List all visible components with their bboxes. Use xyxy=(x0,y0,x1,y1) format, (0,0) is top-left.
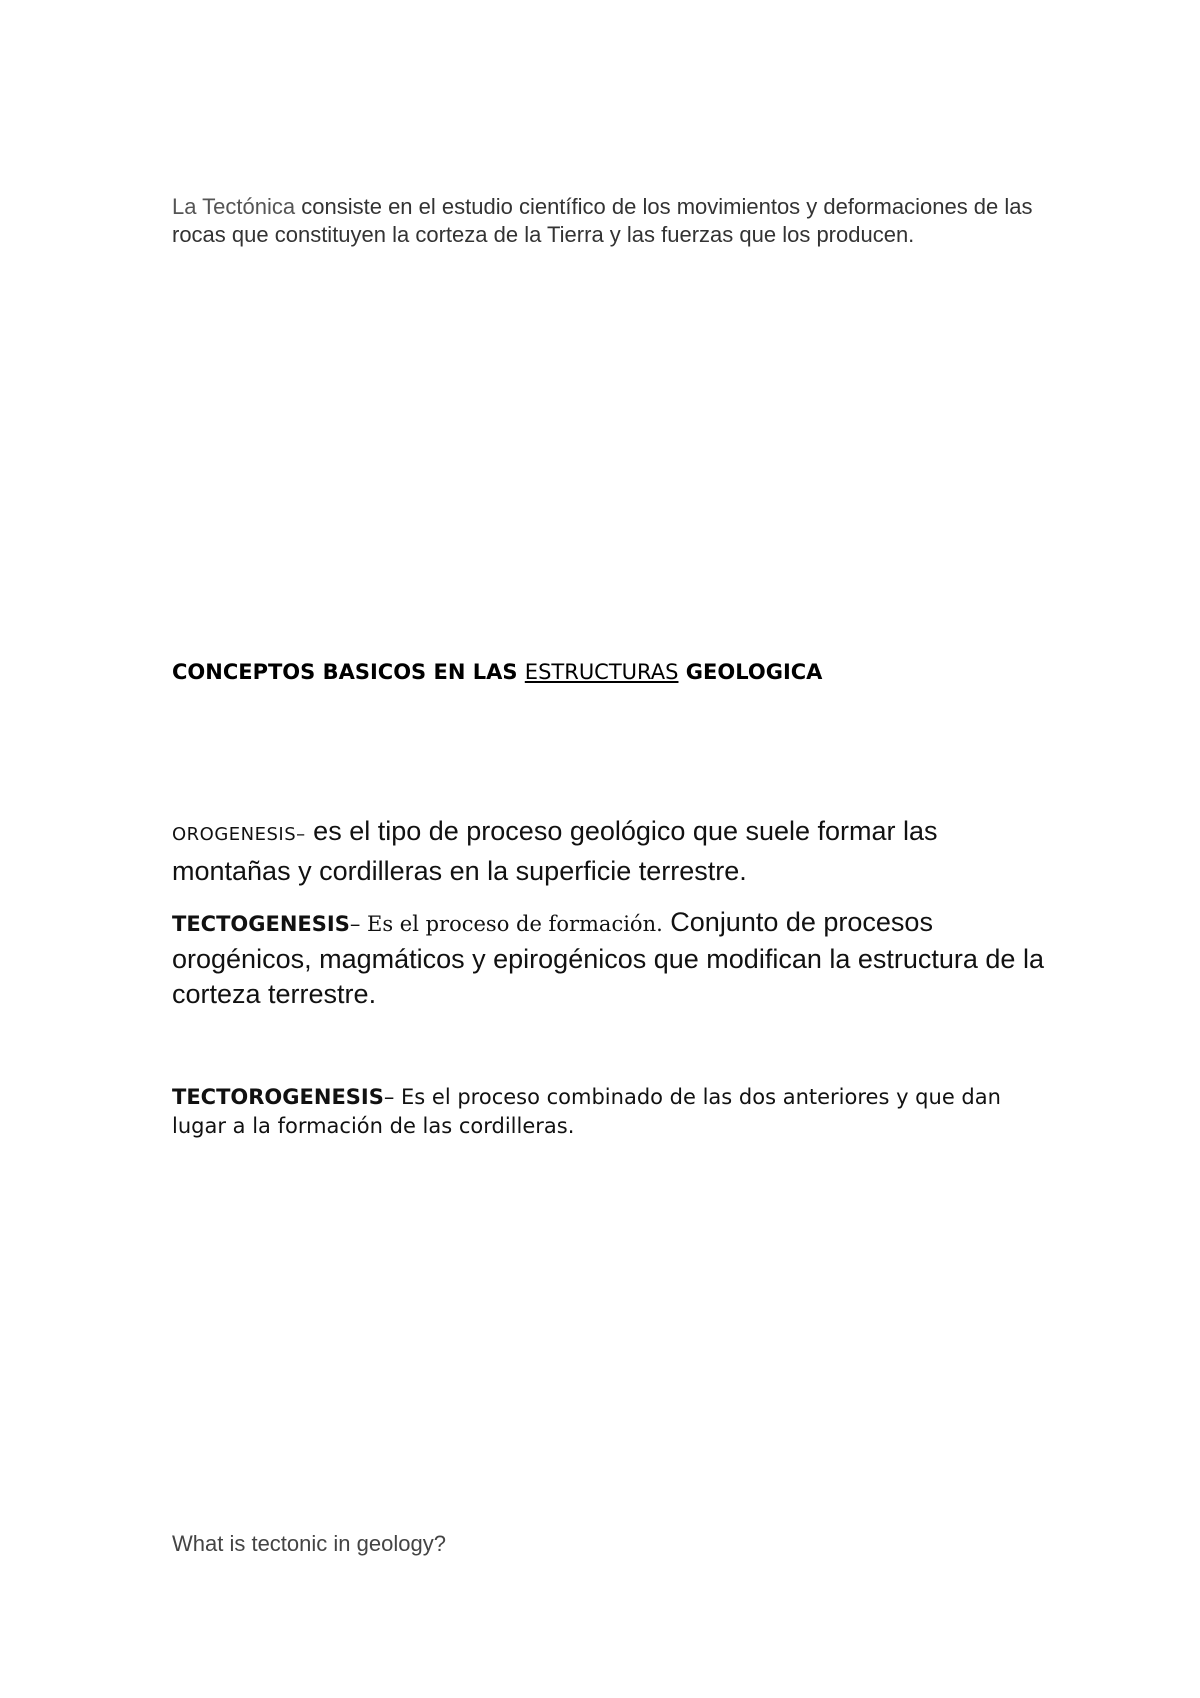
heading-part-2: GEOLOGICA xyxy=(678,660,823,684)
tectorogenesis-definition: – Es el proceso combinado de las dos anteriores y que dan lugar a la formación de las cordilleras. xyxy=(172,1085,1001,1138)
heading-part-1: CONCEPTOS BASICOS EN LAS xyxy=(172,660,525,684)
tectogenesis-paragraph xyxy=(172,905,1052,1012)
question-line: What is tectonic in geology? xyxy=(172,1531,446,1556)
tectogenesis-dash-text: – Es el proceso de formación. xyxy=(349,912,663,936)
orogenesis-term: OROGENESIS– xyxy=(172,824,306,845)
tectogenesis-term: TECTOGENESIS xyxy=(172,912,350,936)
tectorogenesis-term: TECTOROGENESIS xyxy=(172,1085,384,1109)
tectogenesis-definition: Conjunto de procesos orogénicos, magmáticos y epirogénicos que modifican la estructura de la corteza terrestre. xyxy=(172,907,1044,1009)
orogenesis-paragraph xyxy=(172,813,1052,890)
heading-underlined-word: ESTRUCTURAS xyxy=(524,660,679,684)
section-heading xyxy=(172,658,1052,686)
orogenesis-definition: es el tipo de proceso geológico que suele formar las montañas y cordilleras en la superficie terrestre. xyxy=(172,816,938,886)
intro-text: consiste en el estudio científico de los movimientos y deformaciones de las rocas que constituyen la corteza de la Tierra y las fuerzas que los producen. xyxy=(172,194,1033,247)
intro-lead-word: La Tectónica xyxy=(172,194,296,219)
intro-paragraph xyxy=(172,193,1052,249)
tectorogenesis-paragraph xyxy=(172,1083,1052,1141)
